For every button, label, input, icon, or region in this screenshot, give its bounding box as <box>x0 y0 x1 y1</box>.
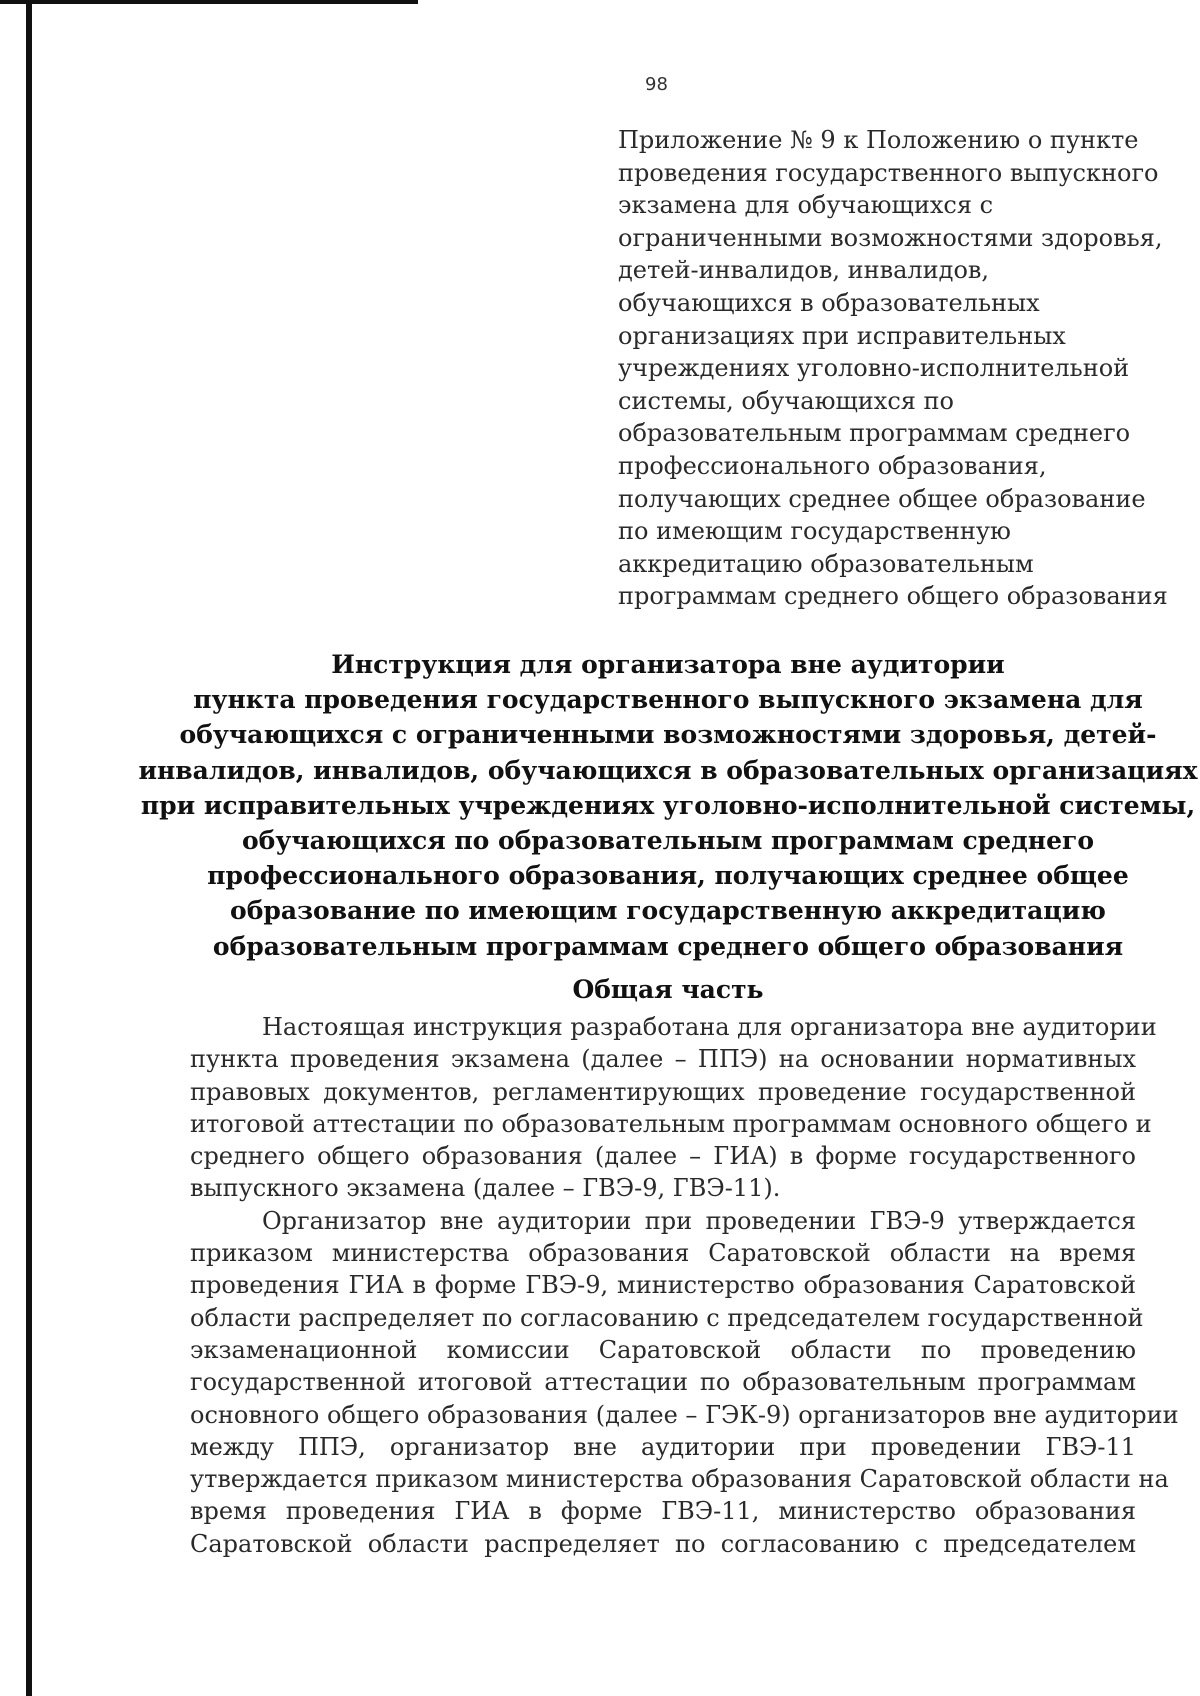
text-line: приказом министерства образования Саратовской области на время <box>190 1239 1136 1268</box>
appendix-line: системы, обучающихся по <box>618 386 954 415</box>
text-line: Саратовской области распределяет по согласованию с председателем <box>190 1529 1136 1558</box>
appendix-line: проведения государственного выпускного <box>618 158 1159 187</box>
text-line: Настоящая инструкция разработана для организатора вне аудитории <box>262 1013 1157 1041</box>
appendix-line: детей-инвалидов, инвалидов, <box>618 256 990 285</box>
title-line: при исправительных учреждениях уголовно-исполнительной системы, <box>140 790 1196 820</box>
title-line: образование по имеющим государственную аккредитацию <box>230 896 1106 926</box>
paragraph-2 <box>190 1205 1179 1560</box>
text-line: между ППЭ, организатор вне аудитории при проведении ГВЭ-11 <box>190 1432 1136 1461</box>
document-title <box>100 647 1200 964</box>
section-heading: Общая часть <box>572 975 764 1004</box>
text-line: области распределяет по согласованию с председателем государственной <box>190 1303 1144 1332</box>
text-line: экзаменационной комиссии Саратовской области по проведению <box>190 1335 1136 1364</box>
title-line: пункта проведения государственного выпускного экзамена для <box>193 685 1143 715</box>
paragraph-1 <box>190 1011 1157 1205</box>
text-line: Организатор вне аудитории при проведении ГВЭ-9 утверждается <box>262 1206 1136 1235</box>
title-line: обучающихся по образовательным программам среднего <box>241 826 1095 856</box>
appendix-line: профессионального образования, <box>618 451 1047 480</box>
text-line: выпускного экзамена (далее – ГВЭ-9, ГВЭ-11). <box>190 1174 781 1203</box>
text-line: проведения ГИА в форме ГВЭ-9, министерство образования Саратовской <box>190 1271 1136 1300</box>
title-line: обучающихся с ограниченными возможностями здоровья, детей- <box>179 720 1157 750</box>
text-line: основного общего образования (далее – ГЭК-9) организаторов вне аудитории <box>190 1400 1179 1429</box>
appendix-line: образовательным программам среднего <box>618 419 1131 448</box>
body-text <box>190 1011 1179 1560</box>
appendix-line: учреждениях уголовно-исполнительной <box>618 354 1130 383</box>
appendix-line: программам среднего общего образования <box>618 582 1168 611</box>
text-line: среднего общего образования (далее – ГИА) в форме государственного <box>190 1142 1136 1171</box>
text-line: правовых документов, регламентирующих проведение государственной <box>190 1077 1136 1106</box>
appendix-line: организациях при исправительных <box>618 321 1066 350</box>
appendix-line: ограниченными возможностями здоровья, <box>618 223 1163 252</box>
appendix-line: экзамена для обучающихся с <box>618 191 994 220</box>
text-line: итоговой аттестации по образовательным программам основного общего и <box>190 1109 1152 1138</box>
page-number: 98 <box>645 74 668 95</box>
title-line: образовательным программам среднего общего образования <box>212 931 1124 961</box>
text-line: государственной итоговой аттестации по образовательным программам <box>190 1368 1136 1397</box>
text-line: утверждается приказом министерства образования Саратовской области на <box>190 1465 1169 1494</box>
appendix-line: Приложение № 9 к Положению о пункте <box>618 126 1139 154</box>
title-line: Инструкция для организатора вне аудитории <box>331 650 1005 679</box>
appendix-line: обучающихся в образовательных <box>618 288 1040 317</box>
text-line: пункта проведения экзамена (далее – ППЭ) на основании нормативных <box>190 1045 1136 1074</box>
scan-border-left <box>26 0 32 1696</box>
text-line: время проведения ГИА в форме ГВЭ-11, министерство образования <box>190 1497 1136 1526</box>
appendix-line: аккредитацию образовательным <box>618 549 1034 578</box>
appendix-note <box>618 124 1198 613</box>
title-line: инвалидов, инвалидов, обучающихся в образовательных организациях <box>138 755 1198 785</box>
appendix-line: получающих среднее общее образование <box>618 484 1146 513</box>
scan-border-top <box>0 0 418 4</box>
title-line: профессионального образования, получающих среднее общее <box>207 861 1129 891</box>
appendix-line: по имеющим государственную <box>618 517 1011 546</box>
